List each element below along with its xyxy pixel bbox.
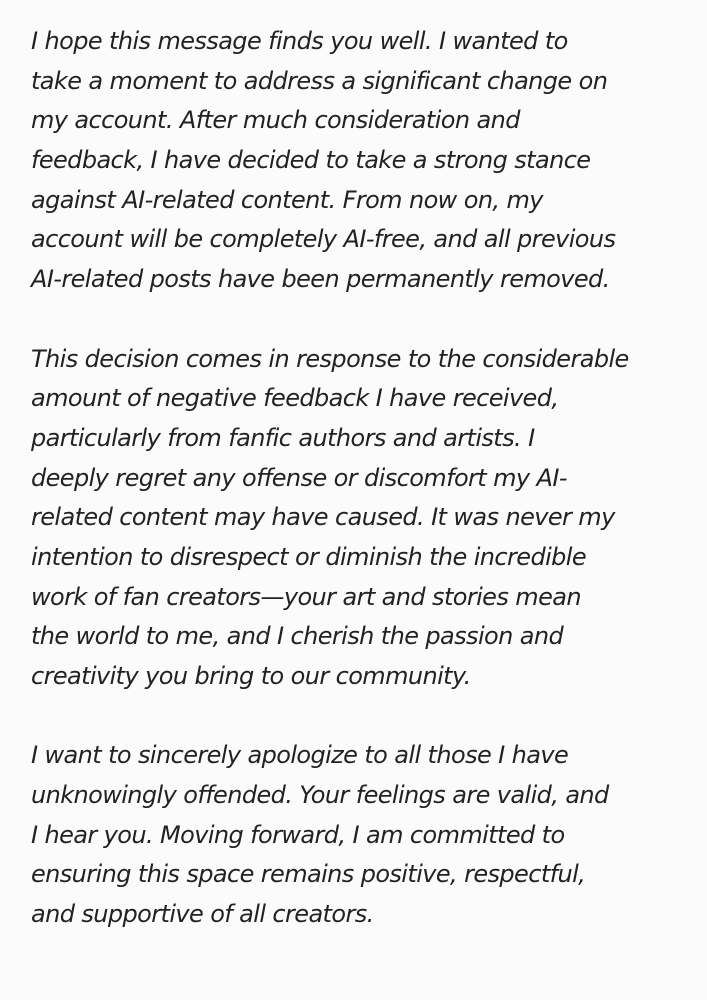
text-line: take a moment to address a significant change on (31, 66, 608, 95)
paragraph-3 (31, 736, 687, 934)
text-line: AI-related posts have been permanently removed. (31, 265, 610, 294)
text-line: creativity you bring to our community. (31, 662, 471, 690)
text-line: my account. After much consideration and (31, 106, 520, 135)
text-line: the world to me, and I cherish the passion and (31, 622, 564, 651)
text-line: work of fan creators—your art and stories mean (31, 582, 581, 611)
paragraph-2 (31, 340, 687, 697)
text-line: account will be completely AI-free, and all previous (31, 225, 616, 254)
text-line: against AI-related content. From now on, my (31, 185, 543, 214)
text-line: intention to disrespect or diminish the incredible (31, 542, 587, 571)
text-line: related content may have caused. It was never my (31, 503, 615, 532)
text-line: I hear you. Moving forward, I am committed to (31, 820, 565, 849)
text-line: particularly from fanfic authors and artists. I (31, 423, 535, 452)
text-line: and supportive of all creators. (31, 900, 374, 929)
paragraph-gap (31, 697, 687, 737)
text-line: amount of negative feedback I have received, (31, 384, 559, 413)
text-line: This decision comes in response to the considerable (31, 344, 629, 373)
text-line: deeply regret any offense or discomfort my AI- (31, 463, 567, 492)
paragraph-gap (31, 300, 687, 340)
text-line: ensuring this space remains positive, respectful, (31, 860, 586, 889)
text-line: I hope this message finds you well. I wanted to (31, 27, 568, 55)
paragraph-1 (31, 22, 687, 300)
text-line: feedback, I have decided to take a strong stance (31, 146, 591, 175)
text-line: unknowingly offended. Your feelings are valid, and (31, 781, 609, 810)
text-line: I want to sincerely apologize to all those I have (31, 741, 569, 770)
